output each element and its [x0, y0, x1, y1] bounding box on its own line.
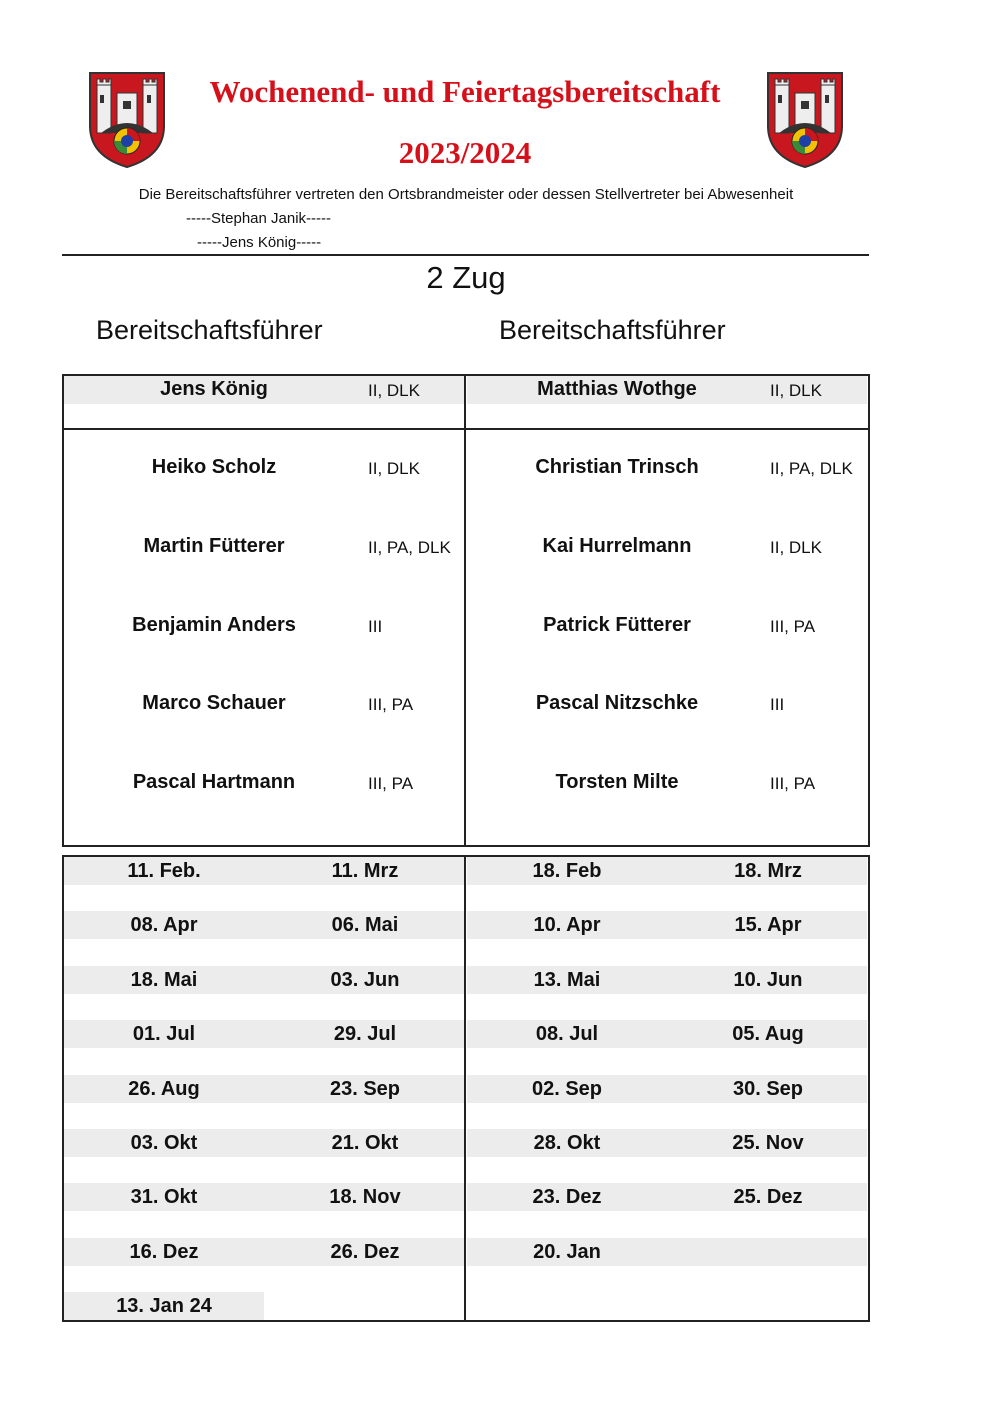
date-cell: 29. Jul — [333, 1023, 397, 1045]
leader-name-right: Matthias Wothge — [537, 378, 697, 400]
date-cell: 03. Okt — [130, 1132, 198, 1154]
member-name: Heiko Scholz — [151, 456, 277, 478]
member-name: Torsten Milte — [555, 771, 679, 793]
member-name: Pascal Nitzschke — [535, 692, 699, 714]
date-cell: 10. Apr — [533, 914, 601, 936]
member-qual: III, PA — [368, 774, 414, 793]
member-name: Pascal Hartmann — [132, 771, 296, 793]
date-cell: 15. Apr — [734, 914, 802, 936]
members-header-divider — [62, 428, 870, 430]
group-heading-right: Bereitschaftsführer — [499, 315, 726, 345]
date-cell: 13. Mai — [533, 969, 601, 991]
date-cell: 21. Okt — [331, 1132, 399, 1154]
zug-heading: 2 Zug — [426, 260, 506, 295]
member-name: Marco Schauer — [142, 692, 286, 714]
member-qual: II, PA, DLK — [368, 538, 451, 557]
date-cell: 01. Jul — [132, 1023, 196, 1045]
member-name: Kai Hurrelmann — [542, 535, 692, 557]
date-cell: 20. Jan — [533, 1241, 601, 1263]
date-cell: 31. Okt — [130, 1186, 198, 1208]
date-cell: 25. Nov — [732, 1132, 804, 1154]
group-heading-left: Bereitschaftsführer — [96, 315, 323, 345]
member-qual: II, PA, DLK — [770, 459, 853, 478]
date-cell: 02. Sep — [531, 1078, 603, 1100]
date-cell: 25. Dez — [733, 1186, 803, 1208]
member-qual: III — [770, 695, 785, 714]
date-cell: 18. Mai — [130, 969, 198, 991]
page-title: Wochenend- und Feiertagsbereitschaft — [209, 74, 721, 109]
member-name: Patrick Fütterer — [543, 614, 691, 636]
date-cell: 05. Aug — [732, 1023, 804, 1045]
header-divider — [62, 254, 869, 256]
date-cell: 18. Feb — [532, 860, 602, 882]
date-cell: 28. Okt — [533, 1132, 601, 1154]
date-cell: 11. Mrz — [331, 860, 399, 882]
leader-name-left: Jens König — [160, 378, 268, 400]
member-name: Christian Trinsch — [535, 456, 699, 478]
date-cell: 13. Jan 24 — [116, 1295, 212, 1317]
member-qual: III — [368, 617, 383, 636]
date-cell: 11. Feb. — [127, 860, 201, 882]
leader-qual-right: II, DLK — [770, 381, 822, 400]
date-cell: 10. Jun — [733, 969, 803, 991]
date-cell: 03. Jun — [330, 969, 400, 991]
date-cell: 30. Sep — [732, 1078, 804, 1100]
page-subtitle: Die Bereitschaftsführer vertreten den Ortsbrandmeister oder dessen Stellvertreter bei Abwesenheit — [138, 186, 794, 203]
date-cell: 23. Dez — [532, 1186, 602, 1208]
member-qual: III, PA — [368, 695, 414, 714]
date-cell: 08. Jul — [535, 1023, 599, 1045]
deputy-line-2: -----Jens König----- — [197, 234, 322, 251]
member-name: Martin Fütterer — [143, 535, 285, 557]
member-qual: II, DLK — [368, 459, 420, 478]
date-cell: 08. Apr — [130, 914, 198, 936]
date-cell: 18. Nov — [329, 1186, 401, 1208]
member-qual: III, PA — [770, 774, 816, 793]
date-cell: 16. Dez — [129, 1241, 199, 1263]
date-cell: 26. Aug — [128, 1078, 200, 1100]
page-years: 2023/2024 — [398, 135, 532, 170]
member-qual: III, PA — [770, 617, 816, 636]
date-cell: 23. Sep — [329, 1078, 401, 1100]
date-cell: 18. Mrz — [734, 860, 802, 882]
leader-qual-left: II, DLK — [368, 381, 420, 400]
member-name: Benjamin Anders — [132, 614, 296, 636]
deputy-line-1: -----Stephan Janik----- — [186, 210, 332, 227]
members-table-divider — [464, 374, 466, 847]
member-qual: II, DLK — [770, 538, 822, 557]
date-cell: 06. Mai — [331, 914, 399, 936]
date-cell: 26. Dez — [330, 1241, 400, 1263]
